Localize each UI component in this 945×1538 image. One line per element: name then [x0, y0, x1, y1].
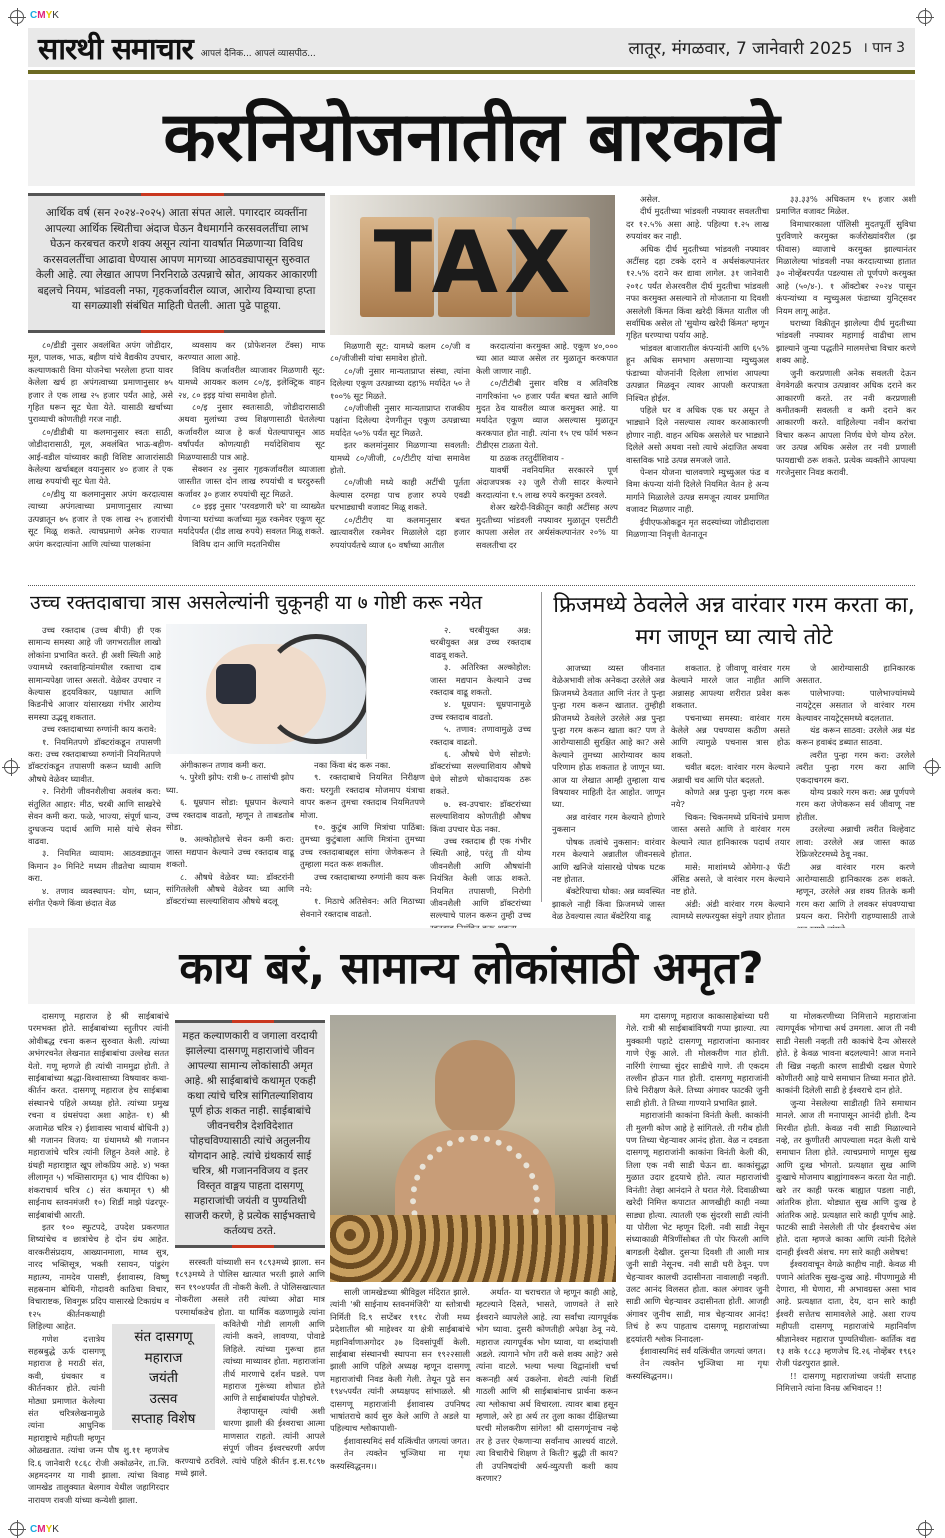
special-box-line: महाराज [144, 1349, 183, 1366]
paragraph: उच्च रक्तदाबाच्या रुग्णांनी काय करू नये: [300, 871, 425, 895]
paragraph: ८०/डीडीबी या कलमानुसार स्वतः साठी, जोडीदारासाठी, मूल, अवलंबित भाऊ-बहीण-आई-वडील यांच्यावर काही विशिष्ट आजारांसाठी केलेल्या खर्चाबद्दल वयानुसार ४० हजार ते एक लाख रुपयांची सूट घेता येते. [28, 426, 173, 487]
paragraph: अंगीकारून तणाव कमी करा. [180, 760, 267, 770]
article4-col-3 [330, 1286, 470, 1530]
article3-col-3 [796, 662, 915, 922]
masthead [28, 28, 915, 67]
paragraph: थंड करून साठवा: उरलेले अन्न थंड करून हवाबंद डब्यात साठवा. [796, 725, 915, 748]
masthead-rule [28, 70, 915, 74]
paragraph: गणेश दत्तात्रेय सहस्रबुद्धे ऊर्फ दासगणू महाराज हे मराठी संत, कवी, ग्रंथकार व कीर्तनकार होते. त्यांनी मोठ्या प्रमाणात केलेल्या संत चरित्रलेखनामुळे त्यांना आधुनिक महाराष्ट्राचे महीपती म्हणून ओळखतात. त्यांचा जन्म पौष शु.११ म्हणजेच दि.६ जानेवारी १८६८ रोजी अकोळनेर, ता.जि. अहमदनगर या गावी झाला. त्यांचा विवाह जामखेड तालुक्यात बेलगाव येथील जहागिरदार नारायण रावजी यांच्या कन्येशी झाला. [28, 1333, 169, 1505]
paragraph: ८०/टीटीए या कलमानुसार बचत खात्यावरील रकमेवर मिळालेले दहा हजार रुपयांपर्यंतचे व्याज ६० वर्षांच्या आतील [330, 514, 470, 550]
dasganu-maharaj-photo [330, 1015, 616, 1282]
paragraph: तेन त्यक्तेन भुञ्जिथा मा गृधः कस्यस्विद्धनम।। [626, 1358, 769, 1381]
paragraph: ३. अतिरिक्त अल्कोहोल: जास्त मद्यपान केल्याने उच्च रक्तदाब वाढू शकतो. [430, 662, 531, 698]
paragraph: ईश्वरावाचून वेगळे काहीच नाही. केवळ मी पणाने आंतरिक सुख-दुःख आहे. मीपणामुळे मी देणारा, मी घेणारा, मी अभावग्रस्त असा भाव आहे. प्रत्यक्षात दाता, देय, दान सारे काही ईश्वरी सत्तेतच सामावलेले आहे. अशा राज्य महीपती दासगणू महाराजांचे महानिर्वाण श्रीज्ञानेश्वर महाराज पुण्यतिथीला- कार्तिक वद्य १३ शके १८८३ म्हणजेच दि.२६ नोव्हेंबर १९६२ रोजी पंढरपुरात झाले. [776, 1259, 916, 1369]
paragraph: ४. तणाव व्यवस्थापन: योग, ध्यान, संगीत ऐकणे किंवा छंदात वेळ [28, 885, 161, 908]
paragraph: जे आरोग्यासाठी हानिकारक असतात. [796, 663, 915, 686]
tagline: आपलं दैनिक... आपलं व्यासपीठ... [200, 49, 316, 59]
blood-pressure-image [166, 624, 424, 754]
paragraph: अधिक दीर्घ मुदतीच्या भांडवली नफ्यावर अटींसह दहा टक्के दराने व अर्थसंकल्पानंतर १२.५% दराने कर द्यावा लागेल. ३१ जानेवारी २०१८ पर्यंत शेअरवरील दीर्घ मुदतीचा भांडवली नफा करमुक्त असल्याने तो मोजताना या दिवशी असलेली किंमत किंवा खरेदी किंमत यातील जी सर्वाधिक असेल तो 'सुयोग्य खरेदी किंमत' म्हणून गृहित धरण्याचा पर्याय आहे. [626, 243, 770, 341]
article3-block [552, 590, 916, 922]
paragraph: १०. कुटुंब आणि मित्रांचा पाठिंबा: तुमच्या कुटुंबाला आणि मित्रांना तुमच्या उच्च रक्तदाबाबद्दल सांगा जेणेकरून ते तुम्हाला मदत करू शकतील. [300, 822, 425, 870]
paragraph: कोणते अन्न पुन्हा पुन्हा गरम करू नये? [671, 787, 790, 810]
section-divider [28, 585, 915, 586]
paragraph: !! दासगणू महाराजांच्या जयंती सप्ताह निमित्ताने त्यांना विनम्र अभिवादन !! [776, 1370, 916, 1394]
doctor-coat [366, 624, 424, 759]
paragraph: ६. धूम्रपान सोडा: धूम्रपान केल्याने उच्च रक्तदाब वाढतो, म्हणून ते ताबडतोब सोडा. [166, 797, 294, 833]
paragraph: व्यवसाय कर (प्रोफेशनल टॅक्स) माफ करण्यात आला आहे. [178, 340, 325, 363]
paragraph: ८०/जी नुसार मान्यताप्राप्त संस्था, त्यांना दिलेल्या एकूण उत्पन्नाच्या दहा% मर्यादेत ५० ते १००% सूट मिळते. [330, 365, 470, 401]
paragraph: तेन त्यक्तेन भुञ्जिथा मा गृधः कस्यस्विद्धनम।। [330, 1448, 470, 1471]
paragraph: विविध दान आणि मदतनिधीस [192, 538, 281, 549]
paragraph: २. चरबीयुक्त अन्न: चरबीयुक्त अन्न उच्च रक्तदाब वाढवू शकते. [430, 625, 531, 660]
paragraph: पहिले घर व अधिक एक घर असून ते भाड्याने दिले नसल्यास त्यावर करआकारणी होणार नाही. वाहन अधिक असलेले घर भाड्याने दिलेले असो अथवा नसो त्याचे अंदाजित अथवा वास्तविक भाडे उत्पन्न समजले जाते. [626, 404, 769, 465]
paragraph: या मोलकरणीच्या निमित्ताने महाराजांना त्यागपूर्वक भोगाचा अर्थ उमगला. आज ती नवी साडी नेसली नव्हती तरी काकांचे दैन्य ओसरले होते. हे केवळ भावना बदलल्याने! आज मनाने ती खिन्न नव्हती कारण साडीची दखल घेणारे कोणीतरी आहे याचे समाधान तिच्या मनात होते. काकांनी दिलेली साडी हे ईश्वराचे दान होते. [776, 1011, 916, 1096]
article2-col-2 [166, 759, 294, 907]
cmyk-registration-label: CMYK [30, 1524, 59, 1535]
portrait-head [435, 1040, 515, 1135]
paragraph: असेल. [640, 194, 661, 204]
paragraph: अन्न वारंवार गरम करणे आरोग्यासाठी हानिकारक ठरू शकते. म्हणून, उरलेले अन्न शक्य तितके कमी गरम करा आणि ते लवकर संपवण्याचा प्रयत्न करा. निरोगी राहण्यासाठी ताजे [796, 861, 915, 922]
paragraph: ८०/डीयु या कलमानुसार अपंग करदात्यास त्याच्या अपंगत्वाच्या प्रमाणानुसार त्याच्या उत्पन्नातून ७५ हजार ते एक लाख २५ हजारांची सूट मिळू शकते. त्याचप्रमाणे अनेक राज्यात अपंग करदात्यांना आणि त्यांच्या पालकांना [28, 488, 173, 549]
article1-left-block [28, 193, 325, 581]
paragraph: यावर्षी नवनियमित सरकारने पूर्ण अंदाजपत्रक २३ जुलै रोजी सादर केल्याने करदात्यांना १.५ लाख रुपये करमुक्त ठरवले. [476, 465, 618, 500]
paragraph: अन्न वारंवार गरम केल्याने होणारे नुकसान [552, 811, 665, 835]
paragraph: २. निरोगी जीवनशैलीचा अवलंब करा: संतुलित आहार: मीठ, चरबी आणि साखरेचे सेवन कमी करा. फळे, भाज्या, संपूर्ण धान्य, दुग्धजन्य पदार्थ आणि मासे यांचे सेवन वाढवा. [28, 786, 161, 846]
paragraph: योग्य प्रकारे गरम करा: अन्न पूर्णपणे गरम करा जेणेकरून सर्व जीवाणू नष्ट होतील. [796, 787, 915, 822]
paragraph: ९. रक्तदाबाचे नियमित निरीक्षण करा: घरगुती रक्तदाब मोजमाप यंत्राचा वापर करून तुमचा रक्तदाब नियमितपणे मोजा. [300, 772, 425, 820]
article3-columns [552, 662, 916, 922]
paragraph: बॅक्टेरियाचा धोका: अन्न व्यवस्थित झाकले नाही किंवा फ्रिजमध्ये जास्त वेळ ठेवल्यास त्यात बॅक्टेरिया वाढू [552, 886, 665, 922]
paragraph: विविध कर्जावरील व्याजावर मिळणारी सूट: यामध्ये आयकर कलम ८०/इ, इलेक्ट्रिक वाहन २४, ८० इइइ यांचा समावेश होतो. [178, 364, 325, 400]
registration-mark [925, 760, 939, 774]
paragraph: जुन्या नेसलेल्या साडीतही तिने समाधान मानले. आज ती मनापासून आनंदी होती. दैन्य मिरवीत होती. केवळ नवी साडी मिळाल्याने नव्हे, तर कुणीतरी आपल्याला मदत केली याचे समाधान तिला होते. त्याचप्रमाणे माणूस सुख आणि दुःख भोगतो. प्रत्यक्षात सुख आणि दुःखाचे मोजमाप बाह्यांगावरून करता येत नाही. खरे तर काही फरक बाह्यात पडला नाही, आंतरिक होता. थोड्यात सुख आणि दुःख हे आंतरिक आहे. प्रत्यक्षात सारे काही पूर्णच आहे. फाटकी साडी नेसलेली ती पोर ईश्वराचेच अंश होते. दाता म्हणजे काका आणि त्यांनी दिलेले दानही ईश्वरी अंशच. मग सारे काही अशेषच! [776, 1097, 916, 1257]
paragraph: नका किंवा बंद करू नका. [314, 760, 391, 770]
registration-mark [918, 10, 932, 24]
paragraph: इतर कलमांनुसार मिळणाऱ्या सवलती: यामध्ये ८०/जीजी, ८०/टीटीए यांचा समावेश होतो. [330, 440, 470, 476]
article1-col-4 [476, 340, 618, 580]
article3-col-2 [671, 662, 790, 922]
article1-col-6 [776, 193, 916, 580]
paragraph: दीर्घ मुदतीच्या भांडवली नफ्यावर सवलतीचा दर १२.५% असा आहे. पहिल्या १.२५ लाख रुपयांवर कर नाही. [626, 206, 769, 242]
paragraph: करदात्यांना करमुक्त आहे. एकूण ४०,००० च्या आत व्याज असेल तर मुळातून करकपात केली जाणार नाही. [476, 341, 618, 376]
paragraph: मिळणारी सूट: यामध्ये कलम ८०/जी व ८०/जीजीसी यांचा समावेश होतो. [330, 341, 470, 364]
headline-reheating-food: फ्रिजमध्ये ठेवलेले अन्न वारंवार गरम करता का, मग जाणून घ्या त्याचे तोटे [553, 593, 915, 650]
paragraph: पालेभाज्या: पालेभाज्यांमध्ये नायट्रेट्स असतात जे वारंवार गरम केल्यावर नायट्रेट्समध्ये बदलतात. [796, 687, 915, 723]
paragraph: ३३.३३% अधिकतम १५ हजार अशी प्रमाणित वजावट मिळेल. [776, 194, 916, 217]
paragraph: ८०/टीटीबी नुसार वरिष्ठ व अतिवरिष्ठ नागरिकांना ५० हजार पर्यंत बचत खाते आणि मुदत ठेव यावरील व्याज करमुक्त आहे. या मर्यादेत एकूण व्याज असल्यास मुळातून करकपात होत नाही. त्यांना १५ एच फॉर्म भरून टीडीएस टाळता येतो. [476, 378, 618, 451]
paragraph: दासगणू महाराज हे श्री साईबाबांचे परमभक्त होते. साईबाबांच्या स्तुतीपर त्यांनी ओवीबद्ध रचना करून सुरुवात केली. त्यांच्या अभंगरचनेत लेखनात साईबाबांचा उल्लेख सतत येतो. गणू म्हणजे ही त्यांची नाममुद्रा होती. ते साईबाबांच्या श्रद्धा-विश्वासाच्या विषयावर कथा-कीर्तन करत. दासगणू महाराज हेच साईबाबा संस्थानचे पहिले अध्यक्ष होते. त्यांच्या प्रमुख रचना व ग्रंथसंपदा अशा आहेत- १) श्री अजामेळ चरित्र २) ईशावास्य भावार्थ बोधिनी ३) श्री गजानन विजय: या ग्रंथामध्ये श्री गजानन महाराजांचे चरित्र त्यांनी लिहून ठेवले आहे. हे ग्रंथही महाराष्ट्रात खूप लोकप्रिय आहे. ४) भक्त लीलामृत ५) भक्तिसारामृत ६) भाव दीपिका ७) शंकराचार्य चरित्र ८) संत कथामृत ९) श्री साईनाथ स्तवनमंजरी १०) शिर्डी माझे पंढरपूर- साईबाबांची आरती. [28, 1011, 169, 1220]
paragraph: ईपीएफओकडून मृत सदस्यांच्या जोडीदाराला मिळणाऱ्या निवृत्ती वेतनातून [626, 516, 769, 539]
paragraph: घराच्या विक्रीतून झालेल्या दीर्घ मुदतीच्या भांडवली नफ्यावर महागाई वाढीचा लाभ झाल्याने जुन्या पद्धतीने मालमत्तेचा विचार करणे शक्य आहे. [776, 318, 916, 366]
paragraph: १. नियमितपणे डॉक्टरांकडून तपासणी करा: उच्च रक्तदाबाच्या रुग्णांनी नियमितपणे डॉक्टरांकडून तपासणी करून घ्यावी आणि औषधे वेळेवर घ्यावीत. [28, 736, 161, 784]
paragraph: चवीत बदल: वारंवार गरम केल्याने अन्नाची चव आणि पोत बदलतो. [671, 762, 790, 785]
special-box-line: संत दासगणू [134, 1329, 193, 1345]
paragraph: ७. अल्कोहोलचे सेवन कमी करा: जास्त मद्यपान केल्याने उच्च रक्तदाब वाढू शकतो. [166, 834, 294, 870]
paragraph: पोषक तत्वांचे नुकसान: वारंवार गरम केल्याने अन्नातील जीवनसत्वे आणि खनिजे यांसारखे पोषक घटक नष्ट होतात. [552, 836, 665, 884]
dateline: लातूर, मंगळवार, 7 जानेवारी 2025 [628, 39, 853, 59]
registration-mark [10, 1522, 24, 1536]
registration-mark [918, 1522, 932, 1536]
leopard-skin [330, 1215, 616, 1282]
special-box-line: जयंती [148, 1370, 179, 1386]
bp-cuff [216, 664, 256, 704]
paragraph: चिकन: चिकनमध्ये प्रथिनांचे प्रमाण जास्त असते आणि ते वारंवार गरम केल्याने त्यात हानिकारक पदार्थ तयार होतात. [671, 811, 790, 860]
intro-box: आर्थिक वर्ष (सन २०२४-२०२५) आता संपत आले. पगारदार व्यक्तींना आपल्या आर्थिक स्थितीचा अंदाज घेऊन वैधमार्गाने करसवलतींचा लाभ घेऊन करबचत करणे शक्य असून त्यांना यावर्षात मिळणाऱ्या विविध करसवलतींचा आढावा घेण्यास आपण मागच्या आठवड्यापासून सुरुवात केली आहे. त्या लेखात आपण निरनिराळे उत्पन्नाचे स्रोत, आयकर आकारणी बद्दलचे नियम, भांडवली नफा, गृहकर्जावरील व्याज, आरोग्य विम्याचा हप्ता या सगळ्याशी संबंधित माहिती घेतली. आता पुढे पाहूया. [28, 193, 325, 333]
paragraph: सेक्शन २४ नुसार गृहकर्जावरील व्याजाला जास्तीत जास्त दोन लाख रुपयांची व घरदुरुस्ती कर्जावर ३० हजार रुपयांची सूट मिळते. [178, 464, 325, 499]
paragraph: ईशावास्यमिदं सर्वं यत्किंचीत जगत्यां जगत। [640, 1345, 766, 1356]
paragraph: शकतात. हे जीवाणू वारंवार गरम केल्याने मारले जात नाहीत आणि अन्नासह आपल्या शरीरात प्रवेश करू शकतात. [671, 663, 790, 711]
paragraph: ८. औषधे वेळेवर घ्या: डॉक्टरांनी सांगितलेली औषधे वेळेवर घ्या आणि डॉक्टरांच्या सल्ल्याशिवाय औषधे बदलू [166, 871, 294, 907]
paragraph: भांडवल बाजारातील कंपन्यांनी आणि ६५% हून अधिक समभाग असणाऱ्या म्युच्युअल फंडाच्या योजनांनी दिलेला लाभांश आपल्या उत्पन्नात मिळवून त्यावर आपली करपात्रता निश्चित होईल. [626, 342, 769, 403]
paragraph: महाराजांनी काकांना विनंती केली. काकांनी ती मुलगी कोण आहे हे सांगितले. ती गरीब होती पण तिच्या चेहऱ्यावर आनंद होता. वेळ न दवडता दासगणू महाराजांनी काकांना विनंती केली की, तिला एक नवी साडी घेऊन द्या. काकांसुद्धा मुळात उदार हृदयाचे होते. त्यात महाराजांची विनंती! तेव्हा आनंदाने ते घरात गेले. दिवाळीच्या खरेदी निमित्त कपाटात आणखीही काही नव्या साड्या होत्या. त्यातली एक सुंदरशी साडी त्यांनी या पोरीला भेट म्हणून दिली. नवी साडी नेसून संध्याकाळी मैत्रिणींसोबत ती पोर फिरली आणि बागडली देखील. दुसऱ्या दिवशी ती आली मात्र जुनी साडी नेसूनच. नवी साडी घरी ठेवून. पण चेहऱ्यावर कालची उदासीनता नावालाही नव्हती. उलट आनंद विलसत होता. काल अंगावर जुनी साडी आणि चेहऱ्यावर उदासीनता होती. आजही अंगावर जुनीच साडी, मात्र चेहऱ्यावर आनंद! तिचं हे रूप पाहताच दासगणू महाराजांच्या हृदयांतरी श्लोक निनादला- [626, 1110, 769, 1344]
column-divider [541, 592, 542, 902]
article1-col-2 [178, 339, 325, 581]
paragraph: ८०/जीजीसी नुसार मान्यताप्राप्त राजकीय पक्षांना दिलेल्या देणगीतून एकूण उत्पन्नाच्या मर्यादेत ५०% पर्यंत सूट मिळते. [330, 403, 470, 438]
paragraph: ८०/इ नुसार स्वतःसाठी, जोडीदारासाठी अथवा मुलांच्या उच्च शिक्षणासाठी घेतलेल्या कर्जावरील व्याज हे कर्ज घेतल्यापासून आठ वर्षांपर्यंत कोणत्याही मर्यादेशिवाय सूट मिळण्यासाठी पात्र आहे. [178, 402, 325, 462]
paragraph: आजच्या व्यस्त जीवनात वेळेअभावी लोक अनेकदा उरलेले अन्न फ्रिजमध्ये ठेवतात आणि नंतर ते पुन्हा पुन्हा गरम करून खातात. तुम्हीही फ्रीजमध्ये ठेवलेले उरलेले अन्न पुन्हा पुन्हा गरम करून खाता का? पण ते आरोग्यासाठी सुरक्षित आहे का? असे केल्याने तुमच्या आरोग्यावर काय परिणाम होऊ शकतात हे जाणून घ्या. आज या लेखात आम्ही तुम्हाला याच विषयावर माहिती देत आहोत. जाणून घ्या. [552, 663, 665, 810]
saint-dasganu-special-box [110, 1322, 217, 1432]
headline-nectar-for-common-people: काय बरं, सामान्य लोकांसाठी अमृत? [28, 928, 915, 1004]
article2-col-1 [28, 624, 161, 908]
article4-col-1 [28, 1010, 169, 1530]
paragraph: पेन्शन योजना चालवणारे म्युच्युअल फंड व विमा कंपन्या यांनी दिलेले नियमित वेतन हे अन्य मार्गाने मिळालेले उत्पन्न समजून त्यावर प्रमाणित वजावट मिळणार नाही. [626, 466, 769, 515]
paragraph: अर्थात- या चराचरात जे म्हणून काही आहे, म्हटल्याने दिसते, भासते, जाणवते ते सारे ईश्वराने व्यापलेले आहे. त्या सर्वांचा त्यागपूर्वक भोग घ्यावा. दुसरी कोणतीही अपेक्षा ठेवू नये. महाराज त्यागपूर्वक भोग घ्यावा, या शब्दांपाशी अडले. त्यागाने भोग तरी कसे शक्य आहे? असे त्यांना वाटले. भल्या भल्या विद्वानांशी चर्चा करूनही अर्थ उकलेना. शेवटी त्यांनी शिर्डी गाठली आणि श्री साईबाबांनाच प्रार्थना करून त्या श्लोकाचा अर्थ विचारला. त्यावर बाबा हसून म्हणाले, अरे हा अर्थ तर तुला काका दीक्षितच्या घरची मोलकरीण सांगेल! श्री दासगणूंनाच नव्हे तर हे उत्तर ऐकणाऱ्या सर्वांनाच आश्चर्य वाटले. त्या विचारीचे शिक्षण ते किती? बुद्धी ती काय? ती उपनिषदांची अर्थ-व्युत्पत्ती कशी काय करणार? [476, 1287, 618, 1484]
paragraph: उच्च रक्तदाब ही एक गंभीर स्थिती आहे, परंतु ती योग्य जीवनशैली आणि औषधांनी नियंत्रित केली जाऊ शकते. नियमित तपासणी, निरोगी जीवनशैली आणि डॉक्टरांच्या सल्ल्याचे पालन करून तुम्ही उच्च [430, 835, 531, 921]
special-box-line: सप्ताह विशेष [131, 1411, 196, 1427]
paragraph: ८०/जीजी मध्ये काही अटींची पूर्तता केल्यास दरमहा पाच हजार रुपये एवढी घरभाड्याची वजावट मिळू शकते. [330, 477, 470, 513]
cmyk-registration-label: CMYK [30, 10, 59, 21]
stethoscope [261, 634, 371, 744]
paragraph: अंडी: अंडी वारंवार गरम केल्याने त्यामध्ये सल्फरयुक्त संयुगे तयार होतात [671, 898, 790, 922]
paragraph: उच्च रक्तदाब (उच्च बीपी) ही एक सामान्य समस्या आहे जी जगभरातील लाखो लोकांना प्रभावित करते. ही अशी स्थिती आहे ज्यामध्ये रक्तवाहिन्यांमधील रक्ताचा दाब सामान्यपेक्षा जास्त असतो. वेळेवर उपचार न केल्यास हृदयविकार, पक्षाघात आणि किडनीचे आजार यांसारख्या गंभीर आरोग्य समस्या उद्भवू शकतात. [28, 625, 161, 722]
paragraph: उरलेल्या अन्नाची त्वरीत विल्हेवाट लावा: उरलेले अन्न जास्त काळ रेफ्रिजरेटरमध्ये ठेवू नका. [796, 824, 915, 860]
article4-col-6 [776, 1010, 916, 1530]
paragraph: ८० इइइ नुसार 'परवडणारी घरे' या व्याख्येत येणाऱ्या घरांच्या कर्जाच्या मूळ रकमेवर एकूण सूट मर्यादेपर्यंत (दीड लाख रुपये) सवलत मिळू शकते. [178, 501, 325, 537]
paragraph: उच्च रक्तदाबाच्या रुग्णांनी काय करावे: [42, 724, 157, 735]
paragraph: त्वरीत पुन्हा गरम करा: उरलेले त्वरीत पुन्हा गरम करा आणि एकदाचगरम करा. [796, 749, 915, 785]
tax-image-text: TAX [373, 213, 577, 313]
article4-col-4 [476, 1286, 618, 1530]
paragraph: १. मिठाचे अतिसेवन: अति मिठाच्या सेवनाने रक्तदाब वाढतो. [300, 896, 425, 919]
newspaper-logo: सारथी समाचार [38, 32, 193, 67]
paragraph: साली जामखेडच्या श्रीविठ्ठल मंदिरात झाले. त्यांनी 'श्री साईनाथ स्तवनमंजिरी' या स्तोत्राची निर्मिती दि.९ सप्टेंबर १९१८ रोजी मध्य प्रदेशातील श्री माहेश्वर या क्षेत्री साईबाबांचे महानिर्वाणाअगोदर ३७ दिवसांपूर्वी केली. साईबाबा संस्थानची स्थापना सन १९२२साली झाली आणि पहिले अध्यक्ष म्हणून दासगणू महाराजांची निवड केली गेली. तेथून पुढे सन १९४५पर्यंत त्यांनी अध्यक्षपद सांभाळले. श्री दासगणू महाराजांनी ईशावास्य उपनिषद भाषांतराचे कार्य सुरु केले आणि ते अडले या पहिल्याच श्लोकापाशी- [330, 1287, 470, 1434]
paragraph: ३. नियमित व्यायाम: आठवड्यातून किमान ३० मिनिटे मध्यम तीव्रतेचा व्यायाम करा. [28, 848, 161, 884]
tax-blocks-image [330, 195, 615, 335]
article1-col-5 [626, 193, 769, 580]
article4-left-block [175, 1020, 325, 1530]
article1-left-columns [28, 339, 325, 581]
paragraph: मासे: माशांमध्ये ओमेगा-३ फॅटी ॲसिड असते, जे वारंवार गरम केल्याने नष्ट होते. [671, 861, 790, 897]
article1-col-1 [28, 339, 173, 581]
page-number: । पान 3 [862, 40, 905, 56]
registration-mark [4, 760, 18, 774]
article2-col-4 [430, 624, 531, 921]
paragraph: ५. पुरेशी झोप: रात्री ७-८ तासांची झोप घ्या. [166, 772, 294, 795]
article2-body [28, 624, 533, 921]
registration-mark [10, 10, 24, 24]
paragraph: शेअर खरेदी-विक्रीतून काही अटींसह अल्प मुदतीच्या भांडवली नफ्यावर मुळातून एसटीटी कापला असेल तर अर्थसंकल्पानंतर २०% या सवलतीचा दर [476, 502, 618, 550]
paragraph: इतर १०० स्फुटपदे, उपदेश प्रकरणात शिष्यांचेच व छात्रांचेच हे दोन ग्रंथ आहेत. वारकरीसंप्रदाय, आख्यानमाला, माध्व सुत्र, नारद भक्तिसूत्र, भक्ती रसायन, पांडुरंग महात्म्य, नामदेव पासष्टी, ईशावास्य, विष्णु सहस्रनाम बोधिनी, गोदावरी काठिचा विचार, विचाराष्टक, शिवगुरू प्रदिप यासारखे टिकाग्रंथ व १२५ कीर्तनकथाही लिहिल्या आहेत. [28, 1221, 169, 1332]
article1-col-3 [330, 340, 470, 580]
paragraph: पचनाच्या समस्या: वारंवार गरम केलेले अन्न पचण्यास कठीण असते आणि त्यामुळे पचनास त्रास होऊ शकतो. [671, 712, 790, 760]
paragraph: ६. औषधे घेणे सोडणे: डॉक्टरांच्या सल्ल्याशिवाय औषधे घेणे सोडणे धोकादायक ठरू शकते. [430, 749, 531, 797]
article4-col-5 [626, 1010, 769, 1530]
headline-tax-planning: करनियोजनातील बारकावे [28, 80, 915, 186]
paragraph: ईशावास्यमिदं सर्वं यत्किंचीत जगत्यां जगत। [344, 1435, 470, 1446]
paragraph: मग दासगणू महाराज काकासाहेबांच्या घरी गेले. रात्री श्री साईबाबांविषयी गप्पा झाल्या. त्या मुक्कामी पहाटे दासगणू महाराजांना कानावर गाणे ऐकू आले. ती मोलकरीण गात होती. नारिंगी रंगाच्या सुंदर साडीचे गाणे. ती एकदम तल्लीन होऊन गात होती. दासगणू महाराजांनी तिचे निरीक्षण केले. तिच्या अंगावर फाटकी जुनी साडी होती. ते तिच्या गाण्याने प्रभावित झाले. [626, 1011, 769, 1108]
special-box-line: उत्सव [149, 1390, 178, 1407]
article3-col-1 [552, 662, 665, 922]
paragraph: ४. धूम्रपान: धूम्रपानामुळे उच्च रक्तदाब वाढतो. [430, 699, 531, 722]
paragraph: ५. तणाव: तणावामुळे उच्च रक्तदाब वाढतो. [430, 724, 531, 747]
paragraph: विमाधारकाला पॉलिसी मुदतपूर्ती सुविधा पुरविणारे करमुक्त कर्जरोख्यांवरील (झ फीवास) व्याजाचे करमुक्त झाल्यानंतर मिळालेल्या भांडवली नफा करदात्याच्या हातात ३० नोव्हेंबरपर्यंत पडल्यास तो पूर्णपणे करमुक्त आहे (५०/४-). १ ऑक्टोबर २०२४ पासून कंपन्यांच्या व म्युच्युअल फंडाच्या युनिट्सवर नियम लागू आहेत. [776, 218, 916, 316]
paragraph: सरस्वती यांच्याशी सन १८९३मध्ये झाला. सन १८९३मध्ये ते पोलिस खात्यात भरती झाले आणि सन १९०४पर्यंत ती नोकरी केली. ते पोलिसखात्यात नोकरीला असले तरी त्यांच्या ओढा मात्र परमार्थाकडेच होता. या धार्मिक वळणामुळे त्यांना कवितेची गोडी लागली आणि त्यांनी कवने, लावण्या, पोवाडे लिहिले. त्यांच्या गुरूचा हात त्यांच्या माथ्यावर होता. महाराजांना तीर्थ मारणाचे दर्शन घडले. पण महाराज गुरूंच्या शोधात होते आणि ते साईबाबांपर्यंत पोहोचले. [175, 1257, 325, 1404]
pullquote-box: महत कल्याणकारी व जगाला वरदायी झालेल्या दासगणू महाराजांचे जीवन आपल्या सामान्य लोकांसाठी अमृत आहे. श्री साईबाबांचे कथामृत एकही कथा त्यांचे चरित्र सांगितल्याशिवाय पूर्ण होऊ शकत नाही. साईबाबांचे जीवनचरीत्र देशविदेशात पोहचविण्यासाठी त्यांचे अतुलनीय योगदान आहे. त्यांचे ग्रंथकार्य साई चरित्र, श्री गजाननविजय व इतर विस्तृत वाङ्मय पाहता दासगणू महाराजांची जयंती व पुण्यतिथी साजरी करणे, हे प्रत्येक साईभक्ताचे कर्तव्यच ठरते. [175, 1020, 325, 1248]
paragraph: तेव्हापासून त्यांची अशी धारणा झाली की ईश्वराचा आत्मा माणसात राहतो. त्यांनी आपले संपूर्ण जीवन ईश्वरचरणी अर्पण करण्याचे ठरविले. त्यांचे पहिले कीर्तन इ.स.१८९७ मध्ये झाले. [175, 1405, 325, 1478]
paragraph: ७. स्व-उपचार: डॉक्टरांच्या सल्ल्याशिवाय कोणतीही औषध किंवा उपचार घेऊ नका. [430, 798, 531, 834]
paragraph: जुनी करप्रणाली अनेक सवलती देऊन वेगवेगळी करपात्र उत्पन्नावर अधिक दराने कर आकारणी करते. तर नवी करप्रणाली कमीतकमी सवलती व कमी दराने कर आकारणी करते. वाहिलेल्या नवीन करांचा विचार करून आपला निर्णय घेणे योग्य ठरेल. जर उत्पन्न अधिक असेल तर नवी प्रणाली फायद्याची ठरू शकते. प्रत्येक व्यक्तीने आपल्या गरजेनुसार निवड करावी. [776, 367, 916, 477]
article2-block [28, 590, 533, 921]
article2-col-3 [300, 759, 425, 919]
paragraph: ८०/डीडी नुसार अवलंबित अपंग जोडीदार, मूल, पालक, भाऊ, बहीण यांचे वैद्यकीय उपचार, कल्याणकारी विमा योजनेचा भरलेला हप्ता यावर केलेला खर्च हा अपंगत्वाच्या प्रमाणानुसार ७५ हजार ते एक लाख २५ हजार पर्यंत आहे, असे गृहित धरून सूट घेता येते. यासाठी खर्चाच्या पुराव्याची कोणतीही गरज नाही. [28, 340, 173, 425]
headline-blood-pressure: उच्च रक्तदाबाचा त्रास असलेल्यांनी चुकूनही या ७ गोष्टी करू नयेत [30, 591, 483, 614]
paragraph: या ठळक तरतुदींशिवाय - [490, 452, 564, 463]
